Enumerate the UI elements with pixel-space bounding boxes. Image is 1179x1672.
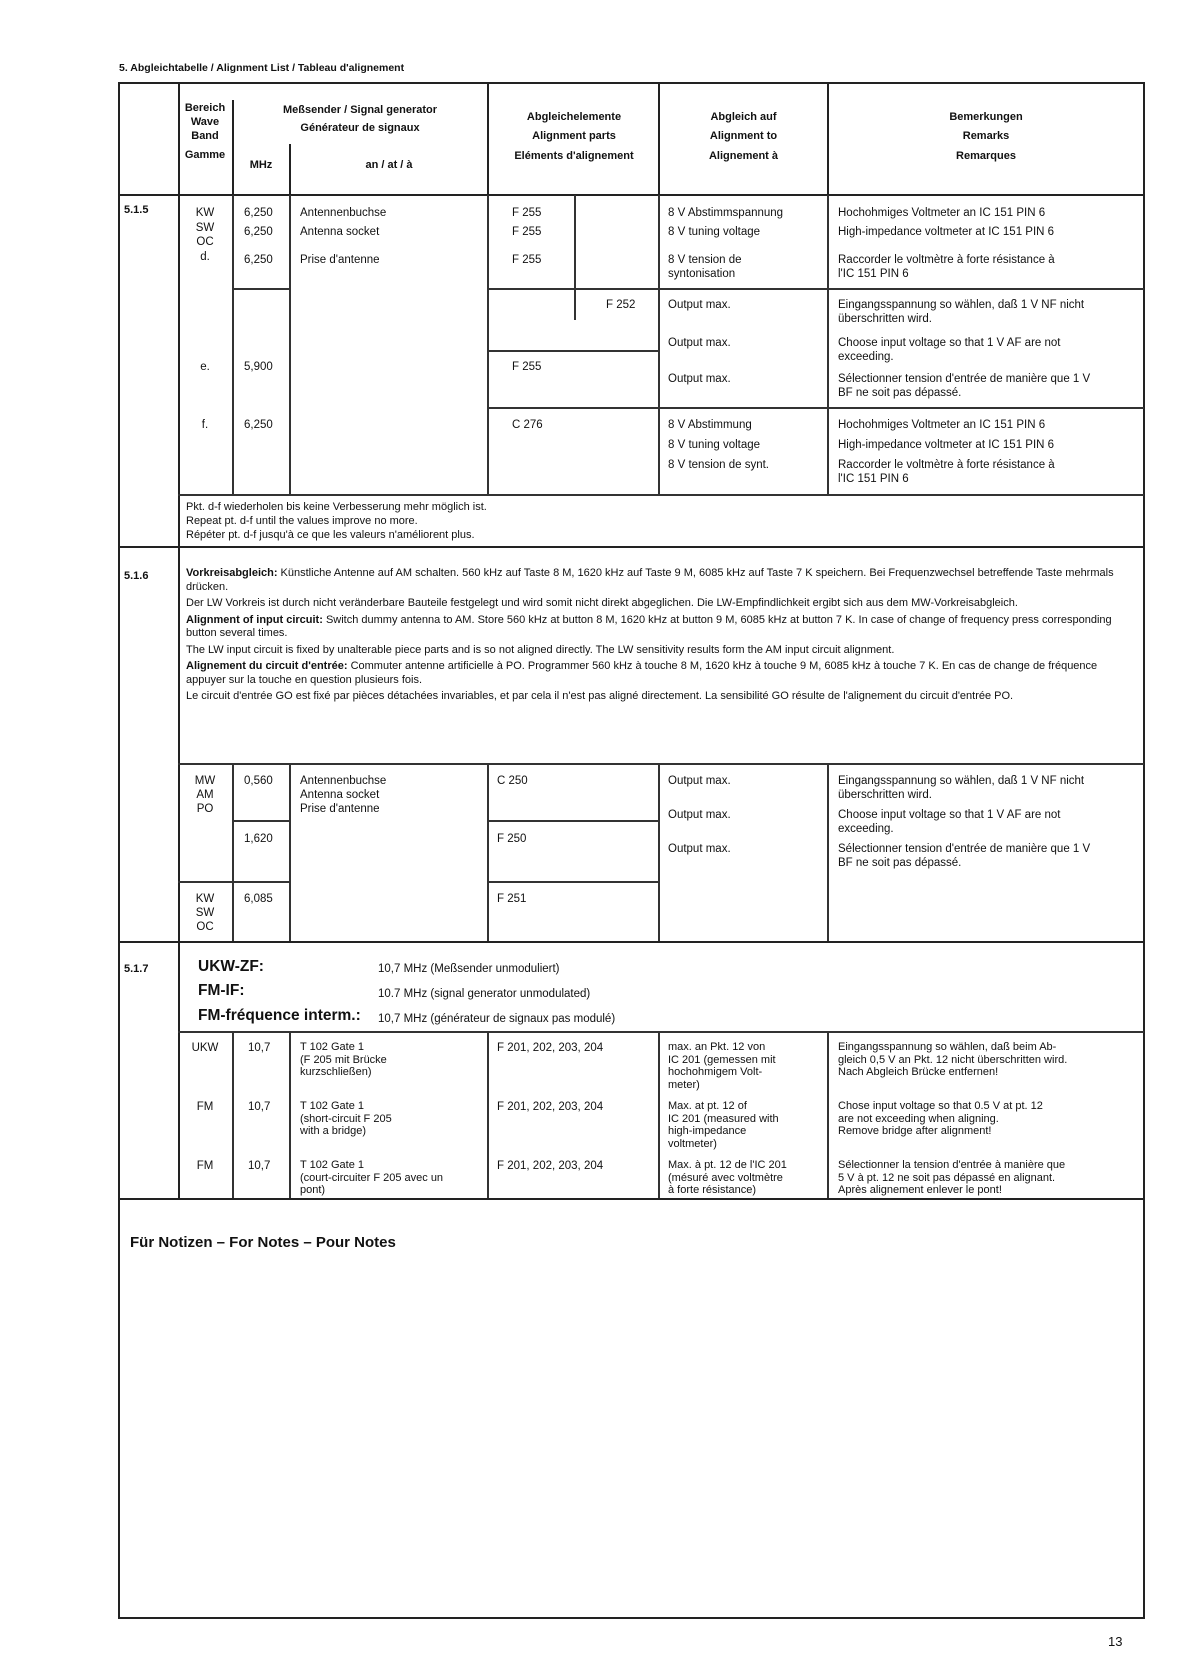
band-e: e.	[200, 361, 210, 373]
remark: Sélectionner tension d'entrée de manière que 1 V BF ne soit pas dépassé.	[838, 843, 1091, 869]
alignment-part: F 255	[512, 254, 542, 266]
align-target: Output max.	[668, 809, 731, 821]
signal-point: Antennenbuchse Antenna socket Prise d'antenne	[300, 775, 387, 815]
header-generator: Meßsender / Signal generator Générateur de signaux	[282, 104, 438, 134]
if-label: FM-fréquence interm.:	[198, 1007, 361, 1024]
header-range: Bereich Wave Band Gamme	[184, 102, 226, 162]
align-target: 8 V tension de syntonisation	[668, 254, 742, 281]
band-f: f.	[201, 419, 209, 431]
align-target: Output max.	[668, 299, 731, 311]
notes-title: Für Notizen – For Notes – Pour Notes	[130, 1234, 396, 1251]
if-value: 10,7 MHz (Meßsender unmoduliert)	[378, 963, 560, 975]
remark: Hochohmiges Voltmeter an IC 151 PIN 6	[838, 419, 1046, 431]
band-d: KW SW OC d.	[195, 207, 215, 263]
remark: Hochohmiges Voltmeter an IC 151 PIN 6	[838, 207, 1046, 219]
section-5-1-7: 5.1.7	[124, 963, 149, 975]
align-target: 8 V tuning voltage	[668, 226, 761, 238]
if-value: 10.7 MHz (signal generator unmodulated)	[378, 988, 591, 1000]
section-5-1-5: 5.1.5	[124, 204, 149, 216]
if-value: 10,7 MHz (générateur de signaux pas modulé)	[378, 1013, 616, 1025]
alignment-part: F 251	[497, 893, 527, 905]
mhz-value: 0,560	[244, 775, 273, 787]
alignment-part: F 255	[512, 207, 542, 219]
remark: High-impedance voltmeter at IC 151 PIN 6	[838, 439, 1055, 451]
frame-top	[118, 82, 1144, 84]
section-5-1-6: 5.1.6	[124, 570, 149, 582]
mhz-value: 6,250	[244, 254, 273, 266]
remark: High-impedance voltmeter at IC 151 PIN 6	[838, 226, 1055, 238]
remark: Raccorder le voltmètre à forte résistance à l'IC 151 PIN 6	[838, 254, 1055, 281]
remark: Eingangsspannung so wählen, daß 1 V NF nicht überschritten wird.	[838, 775, 1085, 801]
align-target: 8 V tension de synt.	[668, 459, 770, 471]
align-target: Output max.	[668, 843, 731, 855]
frame-bottom	[118, 1617, 1145, 1619]
mhz-value: 6,250	[244, 207, 273, 219]
remark: Raccorder le voltmètre à forte résistance à l'IC 151 PIN 6	[838, 459, 1055, 486]
input-circuit-text: Vorkreisabgleich: Künstliche Antenne auf AM schalten. 560 kHz auf Taste 8 M, 1620 kHz auf Taste 9 M, 6085 kHz auf Taste 7 K speichern. Bei Frequenzwechsel betreffende Taste mehrmals drücken. Der LW Vorkreis ist durch nicht veränderbare Bauteile festgelegt und wird somit nicht direkt abgeglichen. Die LW-Empfindlichkeit ergibt sich aus dem MW-Vorkreisabgleich. Alignment of input circuit: Switch dummy antenna to AM. Store 560 kHz at button 8 M, 1620 kHz at button 9 M, 6085 kHz at button 7 K. In case of change of frequency press corresponding button several times. The LW input circuit is fixed by unalterable piece parts and is so not aligned directly. The LW sensitivity results form the AM input circuit alignment. Alignement du circuit d'entrée: Commuter antenne artificielle à PO. Programmer 560 kHz à touche 8 M, 1620 kHz à touche 9 M, 6085 kHz à touche 7 K. En cas de change de fréquence appuyer sur la touche en question plusieurs fois. Le circuit d'entrée GO est fixé par pièces détachées invariables, et par cela il n'est pas aligné directement. La sensibilité GO résulte de l'alignement du circuit d'entrée PO.	[186, 567, 1114, 702]
align-target: 8 V tuning voltage	[668, 439, 761, 451]
align-target: 8 V Abstimmung	[668, 419, 752, 431]
remark: Eingangsspannung so wählen, daß 1 V NF nicht überschritten wird.	[838, 299, 1085, 326]
if-label: UKW-ZF:	[198, 958, 264, 975]
header-align-to: Abgleich auf Alignment to Alignement à	[708, 111, 779, 162]
align-target: Output max.	[668, 775, 731, 787]
signal-point: Antennenbuchse	[300, 207, 387, 219]
mhz-value: 6,085	[244, 893, 273, 905]
band-mw: MW AM PO	[194, 775, 216, 815]
repeat-note: Pkt. d-f wiederholen bis keine Verbesserung mehr möglich ist. Repeat pt. d-f until the values improve no more. Répéter pt. d-f jusqu'à ce que les valeurs n'améliorent plus.	[186, 501, 487, 541]
header-remarks: Bemerkungen Remarks Remarques	[949, 111, 1023, 162]
page-number: 13	[1108, 1634, 1123, 1649]
alignment-part: F 252	[606, 299, 636, 311]
alignment-part: F 255	[512, 361, 542, 373]
header-bottom	[118, 194, 1144, 196]
header-mhz: MHz	[249, 159, 273, 171]
align-target: Output max.	[668, 337, 731, 349]
mhz-value: 5,900	[244, 361, 273, 373]
align-target: 8 V Abstimmspannung	[668, 207, 784, 219]
header-at: an / at / à	[365, 159, 413, 171]
header-parts: Abgleichelemente Alignment parts Eléments d'alignement	[514, 111, 634, 162]
if-label: FM-IF:	[198, 982, 245, 999]
alignment-part: F 255	[512, 226, 542, 238]
frame-right	[1143, 82, 1145, 1618]
remark: Choose input voltage so that 1 V AF are not exceeding.	[838, 337, 1061, 364]
page-title: 5. Abgleichtabelle / Alignment List / Tableau d'alignement	[119, 62, 405, 74]
alignment-part: C 250	[497, 775, 528, 787]
band-kw: KW SW OC	[195, 893, 215, 933]
signal-point: Prise d'antenne	[300, 254, 380, 266]
mhz-value: 1,620	[244, 833, 273, 845]
mhz-value: 6,250	[244, 419, 273, 431]
signal-point: Antenna socket	[300, 226, 380, 238]
align-target: Output max.	[668, 373, 731, 385]
frame-left	[118, 82, 120, 1618]
mhz-value: 6,250	[244, 226, 273, 238]
remark: Choose input voltage so that 1 V AF are not exceeding.	[838, 809, 1061, 835]
alignment-part: F 250	[497, 833, 527, 845]
alignment-part: C 276	[512, 419, 543, 431]
remark: Sélectionner tension d'entrée de manière que 1 V BF ne soit pas dépassé.	[838, 373, 1091, 400]
